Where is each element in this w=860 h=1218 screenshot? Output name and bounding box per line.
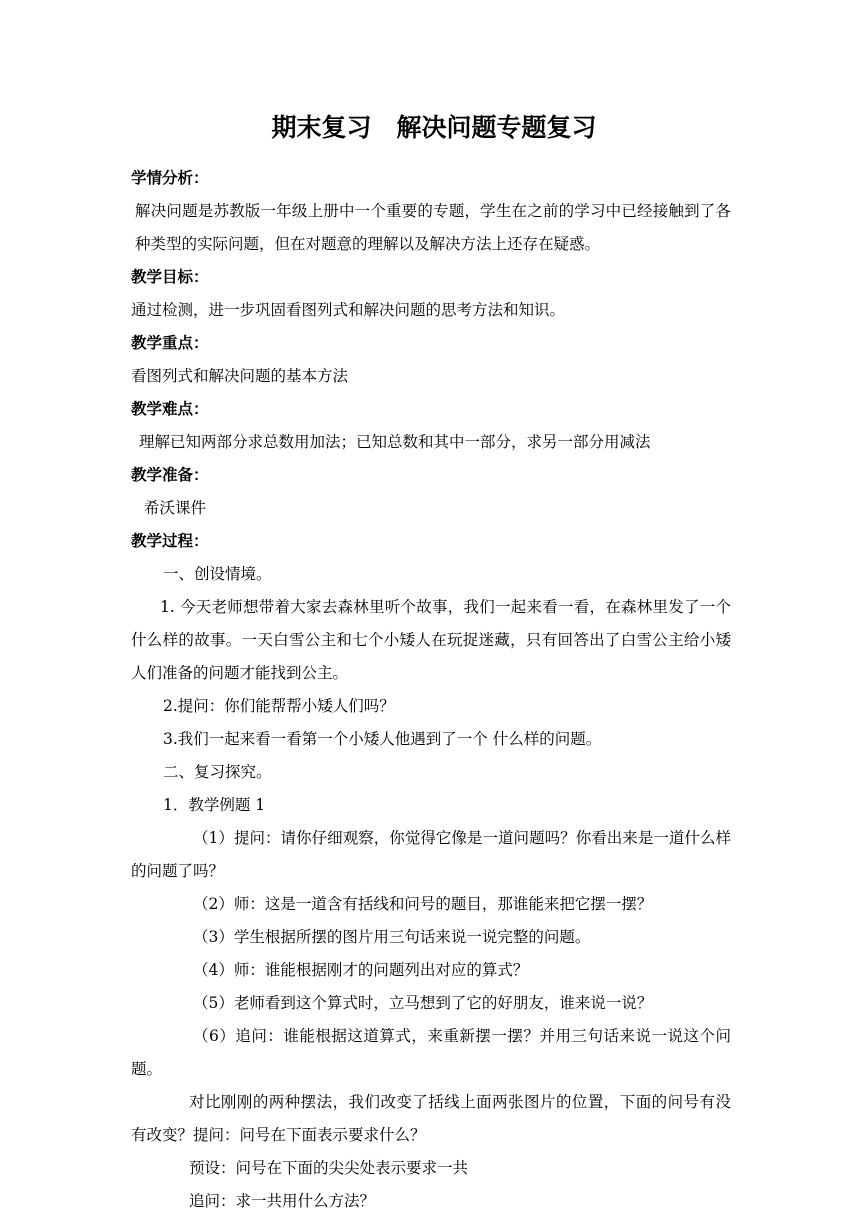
key-text: 看图列式和解决问题的基本方法 xyxy=(131,367,349,385)
difficulty-text: 理解已知两部分求总数用加法；已知总数和其中一部分，求另一部分用减法 xyxy=(139,433,651,451)
process-heading: 教学过程： xyxy=(131,531,209,550)
process-item-2: 2.提问：你们能帮帮小矮人们吗？ xyxy=(163,697,395,715)
process-item-3: 3.我们一起来看一看第一个小矮人他遇到了一个 什么样的问题。 xyxy=(163,730,602,748)
compare-paragraph: 对比刚刚的两种摆法，我们改变了括线上面两张图片的位置，下面的问号有没有改变？提问：问号在下面表示要求什么？ xyxy=(131,1093,731,1144)
example-title: 1．教学例题 1 xyxy=(163,796,266,814)
step-5: （5）老师看到这个算式时，立马想到了它的好朋友，谁来说一说？ xyxy=(193,994,653,1012)
analysis-heading: 学情分析： xyxy=(131,168,209,187)
step-3: （3）学生根据所摆的图片用三句话来说一说完整的问题。 xyxy=(193,928,591,946)
step-1: （1）提问：请你仔细观察，你觉得它像是一道问题吗？你看出来是一道什么样的问题了吗？ xyxy=(131,829,731,880)
difficulty-heading: 教学难点： xyxy=(131,399,209,418)
prep-heading: 教学准备： xyxy=(131,465,209,484)
goal-heading: 教学目标： xyxy=(131,267,209,286)
goal-text: 通过检测，进一步巩固看图列式和解决问题的思考方法和知识。 xyxy=(131,301,566,319)
analysis-text: 解决问题是苏教版一年级上册中一个重要的专题，学生在之前的学习中已经接触到了各种类型的实际问题，但在对题意的理解以及解决方法上还存在疑惑。 xyxy=(135,202,731,253)
document-title: 期末复习 解决问题专题复习 xyxy=(271,113,597,142)
document-content xyxy=(131,108,731,1218)
step-6: （6）追问：谁能根据这道算式，来重新摆一摆？并用三句话来说一说这个问题。 xyxy=(131,1027,731,1078)
step-4: （4）师：谁能根据刚才的问题列出对应的算式？ xyxy=(193,961,529,979)
prep-text: 希沃课件 xyxy=(144,499,207,517)
part1-title: 一、创设情境。 xyxy=(163,565,272,583)
followup-line: 追问：求一共用什么方法？ xyxy=(189,1192,376,1210)
step-2: （2）师：这是一道含有括线和问号的题目，那谁能来把它摆一摆？ xyxy=(193,895,653,913)
part2-title: 二、复习探究。 xyxy=(163,763,272,781)
preset-line: 预设：问号在下面的尖尖处表示要求一共 xyxy=(189,1159,469,1177)
key-heading: 教学重点： xyxy=(131,333,209,352)
process-item-1: 1. 今天老师想带着大家去森林里听个故事，我们一起来看一看，在森林里发了一个什么样的故事。一天白雪公主和七个小矮人在玩捉迷藏，只有回答出了白雪公主给小矮人们准备的问题才能找到公主。 xyxy=(131,598,731,682)
